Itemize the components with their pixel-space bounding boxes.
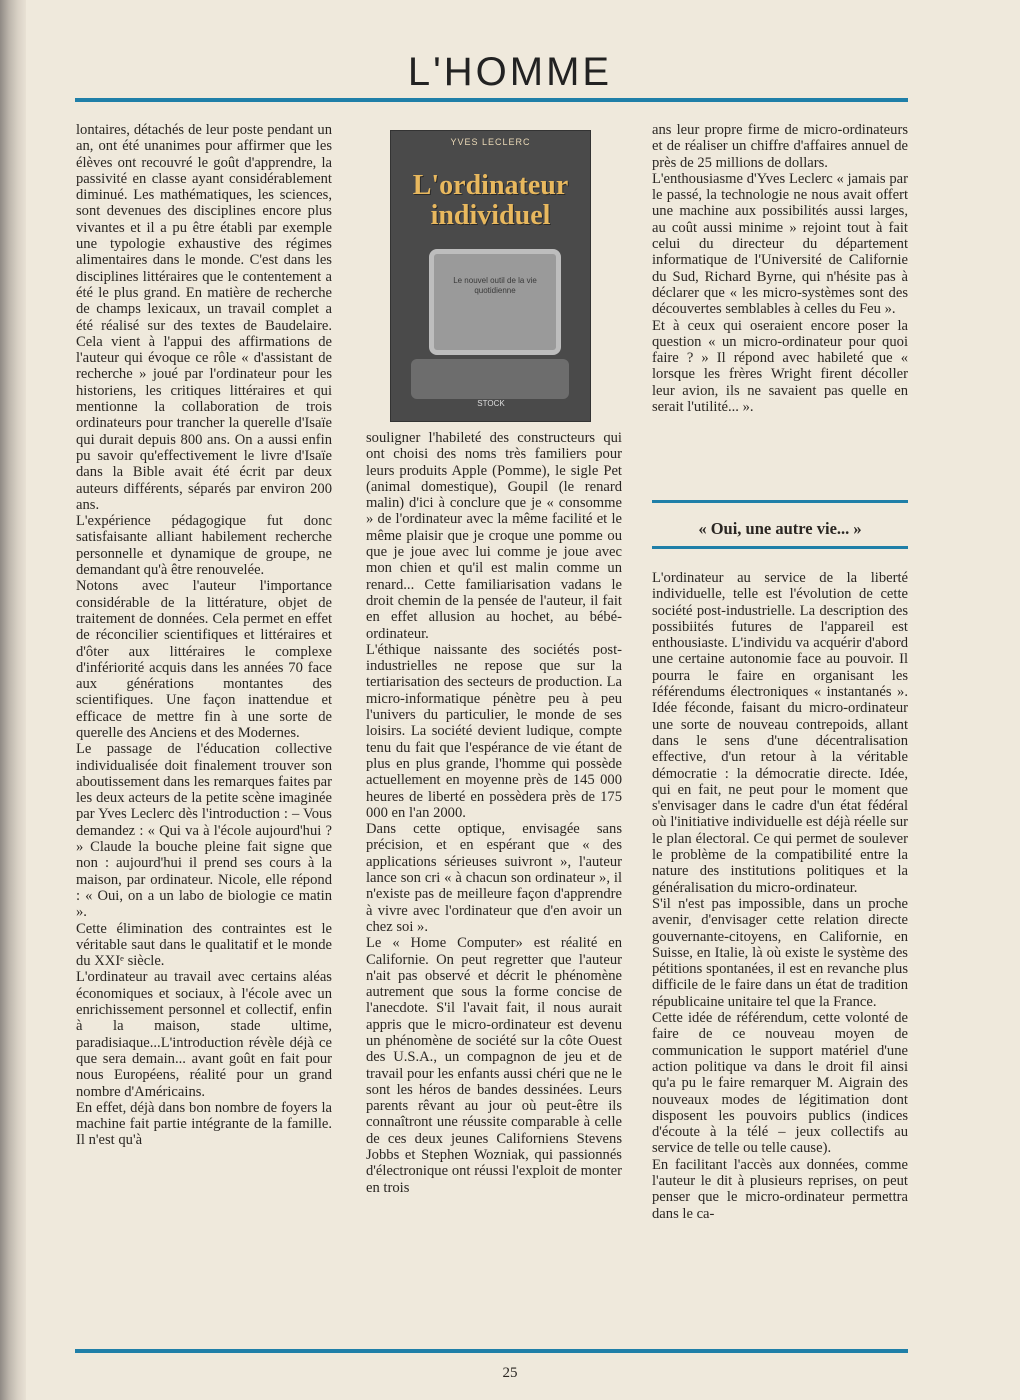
subheading: « Oui, une autre vie... » xyxy=(698,519,862,538)
paragraph: Cette idée de référendum, cette volonté de faire de ce nouveau moyen de communication le support matériel d'une action politique va dans le droit fil ainsi qu'a pu le faire remarquer M. Aigrain des nouveaux modes de légitimation dont disposent les pouvoirs publics (indices d'écoute à la télé – jeux collectifs au service de telle ou telle cause). xyxy=(652,1010,908,1157)
paragraph: souligner l'habileté des constructeurs qui ont choisi des noms très familiers pour leurs produits Apple (Pomme), le sigle Pet (animal domestique), Goupil (le renard malin) d'ici à conclure que je « consomme » de l'ordinateur avec la même facilité et le même plaisir que je croque une pomme ou que je joue avec lui comme je joue avec mon chien et qu'il est malin comme un renard... Cette familiarisation vadans le droit chemin de la pensée de l'auteur, il fait en effet allusion au hochet, au bébé-ordinateur. xyxy=(366,430,622,642)
paragraph: L'ordinateur au travail avec certains aléas économiques et sociaux, à l'école avec un enrichissement personnel et collectif, enfin à la maison, stade ultime, paradisiaque...L'introduction révèle déjà ce que sera demain... avant goût en fait pour nous Européens, réalité pour un grand nombre d'Américains. xyxy=(76,969,332,1100)
computer-screen-illustration xyxy=(429,249,561,355)
book-screen-text: Le nouvel outil de la vie quotidienne xyxy=(453,276,537,295)
column-2 xyxy=(366,430,622,1196)
bottom-rule xyxy=(75,1349,908,1353)
page-number: 25 xyxy=(502,1365,518,1381)
adjacent-page-edge xyxy=(0,0,26,1400)
top-rule xyxy=(75,98,908,102)
book-author: YVES LECLERC xyxy=(450,137,531,147)
book-title: L'ordinateur individuel xyxy=(412,170,569,231)
subhead-rule-bottom xyxy=(652,546,908,549)
column-3-bottom xyxy=(652,570,908,1222)
paragraph: lontaires, détachés de leur poste pendant un an, ont été unanimes pour affirmer que les élèves ont recouvré le goût d'apprendre, la passivité en classe ayant considérablement diminué. Les mathématiques, les sciences, sont devenues des disciplines encore plus vivantes et il a pu être établi par exemple une typologie exhaustive des régimes alimentaires dans le monde. C'est dans les disciplines littéraires que le contentement a été le plus grand. En matière de recherche de champs lexicaux, un travail complet a été réalisé sur des textes de Baudelaire. Cela vient à l'appui des affirmations de l'auteur qui évoque ce rôle « d'assistant de recherche » joué par l'ordinateur pour les historiens, les critiques littéraires et qui mentionne la collaboration de trois ordinateurs pour trancher la querelle d'Isaïe qui durait depuis 800 ans. On a aussi enfin pu savoir qu'effectivement le livre d'Isaïe dans la Bible avait été écrit par deux auteurs différents, séparés par environ 200 ans. xyxy=(76,122,332,513)
subhead-rule-top xyxy=(652,500,908,503)
paragraph: Notons avec l'auteur l'importance considérable de la littérature, objet de traitement de données. Cela permet en effet de réconcilier scientifiques et littéraires et d'ôter aux littéraires le complexe d'infériorité acquis dans les années 70 face aux générations montantes des scientifiques. Une façon inattendue et efficace de mettre fin à une sorte de querelle des Anciens et des Modernes. xyxy=(76,578,332,741)
paragraph: Et à ceux qui oseraient encore poser la question « un micro-ordinateur pour quoi faire ? » Il répond avec habileté que « lorsque les frères Wright firent décoller leur avion, ils ne savaient pas quelle en serait l'utilité... ». xyxy=(652,317,908,416)
paragraph: S'il n'est pas impossible, dans un proche avenir, d'envisager cette relation directe gouvernante-citoyens, en Californie, en Suisse, en Italie, là où existe le système des pétitions spontanées, il est en revanche plus difficile de le faire dans un état de tradition républicaine unitaire tel que la France. xyxy=(652,895,908,1010)
book-cover-image xyxy=(391,131,590,421)
column-1 xyxy=(76,122,332,1149)
section-title: L'HOMME xyxy=(407,50,613,94)
paragraph: Dans cette optique, envisagée sans précision, et en espérant que « des applications sérieuses suivront », l'auteur lance son cri « à chacun son ordinateur », il n'existe pas de meilleure façon d'apprendre à vivre avec l'ordinateur que d'en avoir un chez soi ». xyxy=(366,821,622,935)
book-publisher: STOCK xyxy=(477,399,505,408)
paragraph: En effet, déjà dans bon nombre de foyers la machine fait partie intégrante de la famille. Il n'est qu'à xyxy=(76,1099,332,1149)
paragraph: ans leur propre firme de micro-ordinateurs et de réaliser un chiffre d'affaires annuel de près de 25 millions de dollars. xyxy=(652,122,908,171)
paragraph: L'ordinateur au service de la liberté individuelle, telle est l'évolution de cette société post-industrielle. La description des possibiités futures de l'appareil est enthousiaste. L'individu va acquérir d'abord une certaine autonomie face au pouvoir. Il pourra le faire en organisant les référendums électroniques « instantanés ». Idée féconde, faisant du micro-ordinateur une sorte de nouveau contrepoids, allant dans le sens d'une décentralisation effective, d'un retour à la véritable démocratie : la démocratie directe. Idée, qui en fait, ne peut pour le moment que s'envisager dans le cadre d'un état fédéral où l'initiative individuelle est déjà réelle sur le plan électoral. Ce qui permet de soulever le problème de la compatibilité entre la nature des institutions politiques et la généralisation du micro-ordinateur. xyxy=(652,570,908,896)
paragraph: Le « Home Computer» est réalité en Californie. On peut regretter que l'auteur n'ait pas observé et décrit le phénomène autrement que sous la forme concise de l'anecdote. S'il l'avait fait, il nous aurait appris que le micro-ordinateur est devenu un phénomène de société sur la côte Ouest des U.S.A., un compagnon de jeu et de travail pour les enfants aussi chéri que ne le sont les héros de bandes dessinées. Leurs parents rêvant au jour où peut-être ils connaîtront une réussite comparable à celle de ces deux jeunes Californiens Stevens Jobbs et Stephen Wozniak, qui passionnés d'électronique ont réussi l'exploit de monter en trois xyxy=(366,935,622,1196)
column-3-top xyxy=(652,122,908,415)
paragraph: En facilitant l'accès aux données, comme l'auteur le dit à plusieurs reprises, on peut penser que le micro-ordinateur permettra dans le ca- xyxy=(652,1156,908,1222)
paragraph: Le passage de l'éducation collective individualisée doit finalement trouver son aboutissement dans les remarques faites par les deux acteurs de la petite scène imaginée par Yves Leclerc dès l'introduction : – Vous demandez : « Qui va à l'école aujourd'hui ? » Claude la bouche pleine fait signe que non : aujourd'hui il prend ses cours à la maison, par ordinateur. Nicole, elle répond : « Oui, on a un labo de biologie ce matin ». xyxy=(76,741,332,921)
paragraph: Cette élimination des contraintes est le véritable saut dans le qualitatif et le monde du XXIᵉ siècle. xyxy=(76,920,332,970)
paragraph: L'éthique naissante des sociétés post-industrielles ne repose que sur la tertiarisation des secteurs de production. La micro-informatique pénètre peu à peu l'univers du particulier, le monde de ses loisirs. La société devient ludique, compte tenu du fait que l'espérance de vie étant de plus en plus grande, l'homme qui possède actuellement en moyenne près de 145 000 heures de liberté en possèdera près de 175 000 en l'an 2000. xyxy=(366,641,622,821)
paragraph: L'expérience pédagogique fut donc satisfaisante alliant habilement recherche personnelle et dynamique de groupe, ne demandant qu'à être renouvelée. xyxy=(76,513,332,579)
paragraph: L'enthousiasme d'Yves Leclerc « jamais par le passé, la technologie ne nous avait offert une machine aux possibilités aussi larges, au coût aussi minime » rejoint tout à fait celui du directeur du département informatique de l'Université de Californie du Sud, Richard Byrne, qui n'hésite pas à déclarer que « les micro-systèmes sont des découvertes semblables à celles du Feu ». xyxy=(652,170,908,318)
computer-keyboard-illustration xyxy=(411,359,569,399)
